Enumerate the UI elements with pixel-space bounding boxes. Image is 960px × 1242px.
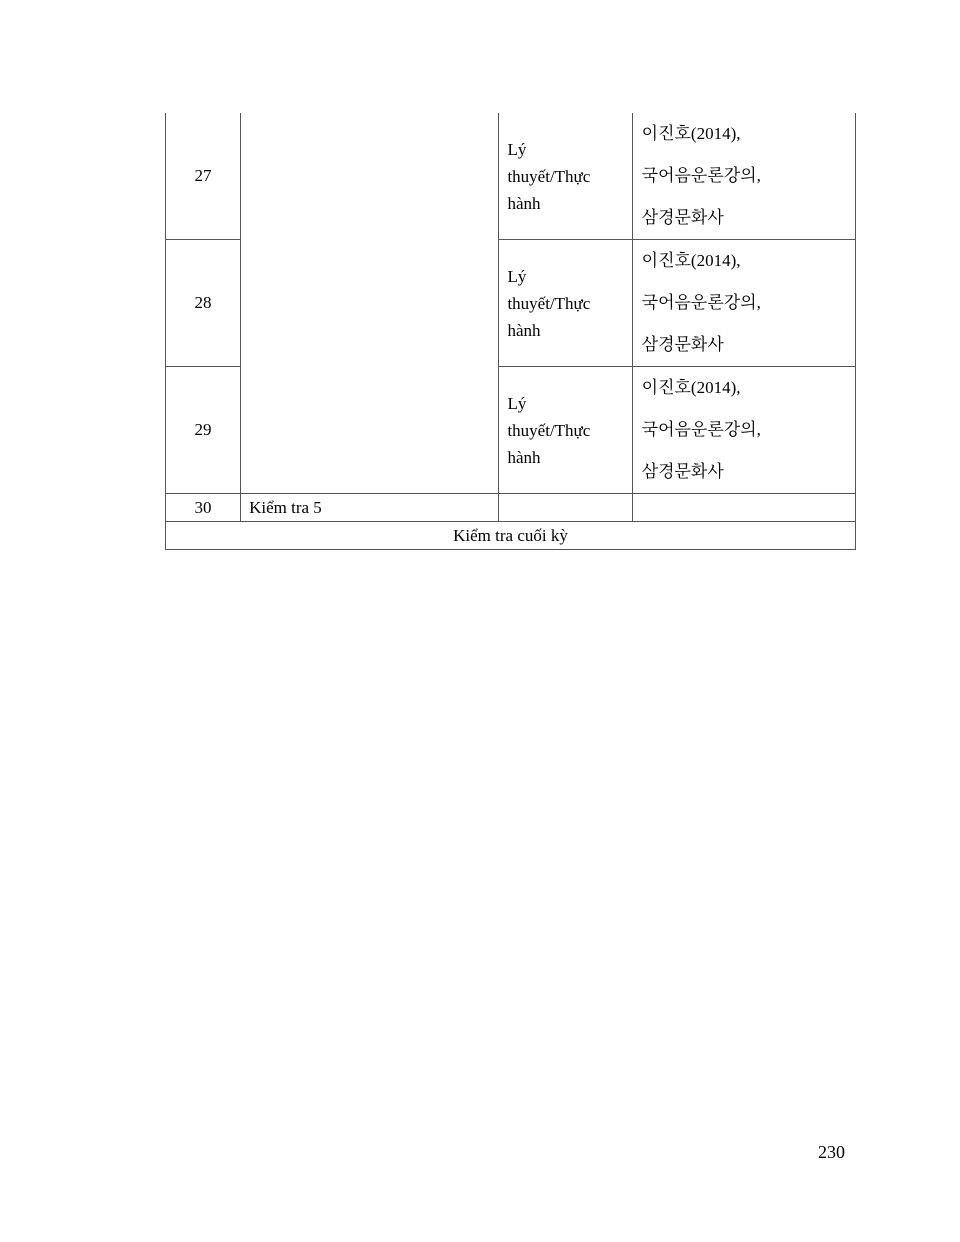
reference-title: 국어음운론강의 [641,293,757,313]
reference-publisher: 삼경문화사 [641,208,724,228]
lesson-type-line: thuyết/Thực [507,420,591,440]
final-exam-label: Kiểm tra cuối kỳ [166,522,856,550]
syllabus-table [165,113,856,550]
lesson-type-line: hành [507,193,541,213]
lesson-type-line: Lý [507,139,527,159]
reference-author: 이진호 [641,251,691,271]
week-number-cell: 27 [166,113,241,240]
empty-reference-cell [632,494,855,522]
reference-comma: , [756,166,761,185]
reference-publisher: 삼경문화사 [641,335,724,355]
lesson-type-line: thuyết/Thực [507,166,591,186]
page-number: 230 [818,1142,845,1162]
reference-title: 국어음운론강의 [641,420,757,440]
exam-content-cell: Kiểm tra 5 [241,494,499,522]
final-exam-row [166,522,856,550]
lesson-type-line: Lý [507,266,527,286]
lesson-type-cell [499,367,632,494]
reference-cell [632,113,855,240]
reference-year: (2014), [690,124,741,143]
lesson-type-line: hành [507,320,541,340]
reference-comma: , [756,293,761,312]
table-row [166,113,856,240]
reference-author: 이진호 [641,124,691,144]
week-number-cell: 28 [166,240,241,367]
empty-type-cell [499,494,632,522]
lesson-type-line: Lý [507,393,527,413]
reference-author: 이진호 [641,378,691,398]
reference-year: (2014), [690,251,741,270]
reference-title: 국어음운론강의 [641,166,757,186]
lesson-type-cell [499,113,632,240]
week-number-cell: 30 [166,494,241,522]
lesson-type-line: hành [507,447,541,467]
reference-cell [632,240,855,367]
reference-year: (2014), [690,378,741,397]
content-cell [241,113,499,494]
reference-comma: , [756,420,761,439]
reference-publisher: 삼경문화사 [641,462,724,482]
lesson-type-cell [499,240,632,367]
reference-cell [632,367,855,494]
week-number-cell: 29 [166,367,241,494]
exam-row [166,494,856,522]
lesson-type-line: thuyết/Thực [507,293,591,313]
